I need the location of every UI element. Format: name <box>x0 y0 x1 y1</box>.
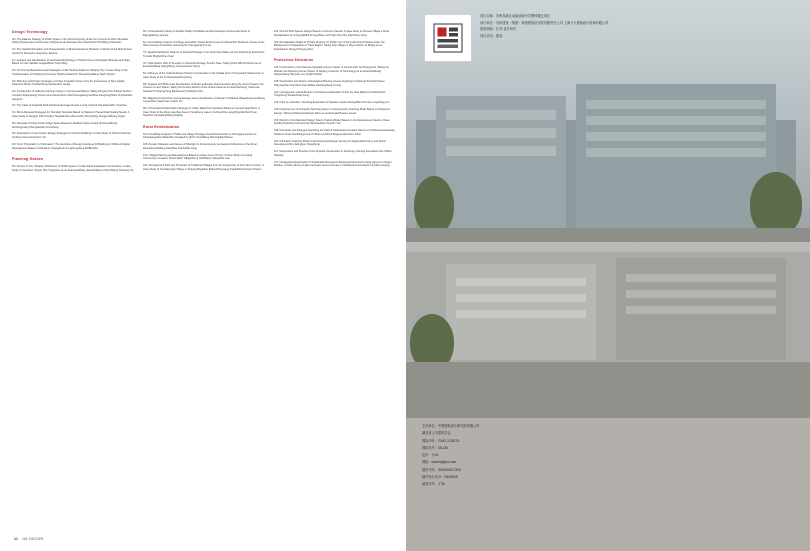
toc-entry[interactable]: 89 / Mapping Construction and Landscape Gene Identification of Xiushan Traditional Village/Fang Ge/Zhang Leyue/Chen Jiaqi/Yuan Yujie/Li Xin <box>143 96 265 104</box>
publisher-info-line: 邮件发行代号：DE43009 <box>422 474 458 479</box>
project-info-line: 设计单位：苏州建设（集团）规划建筑设计院有限责任公司 上海力夫建筑设计咨询有限公司 <box>480 20 609 25</box>
project-info-block <box>480 14 790 40</box>
toc-entry[interactable]: 99 / A Theoretical Optimization Strategy for Urban Waterfront Interfaces Based on Genetic Algorithms: A Case Study of the West Lake Bay Area of Yangcheng Lake in Suzhou/Chu Liang/Qing Meichen/Yuan Nan/Chen Guoqiang/Wang Dujiang <box>143 107 260 118</box>
feature-panel <box>406 0 810 551</box>
toc-entry[interactable]: 81 / Influence of the Cultural Routes Historic Functionality on the Spatial Form of Vernacular Settlements: A Case Study of the Tuchangcang/Feng Ding <box>143 72 264 79</box>
publisher-info-block <box>422 424 802 489</box>
toc-entry[interactable]: 31 / Micro-Renewal Strategies for Township Hospitals Based on Maslow's Hierarchical Healing Needs: A Case Study of Jiangyin Fifth People's Hospital/Yang Zhenxiu/Fu Zhenyi/Xing Xiangyou/Zhang Jingru <box>12 111 130 118</box>
toc-entry[interactable]: 133 / Construction of Architecture Specialty Course Cluster of Construction Technology-led: Taking the Wooden Architecture Course Cluster of Nanjing University of Technology as an Example/Zhang Hanqin/Wang Hanyu/Li Luo Jing/Pei Baiho <box>274 66 390 77</box>
publisher-info-line: 国内刊号：ISSN1003-739X <box>422 467 461 472</box>
publisher-logo <box>424 14 472 62</box>
toc-entry[interactable]: 171 / Pedagogical Exploration of Sustainable Renewal in Existing Environments Using Light as a Design Medium: A Case Study of Light and Space Series Courses in Southeast University/Xu Jun/Ma Xueqing <box>274 160 392 168</box>
toc-entry[interactable]: 35 / Renewal of Urban Under-bridge Space Based on Resilient Space Going Structure/Zhang Runfeng/Liang Zhenghao/Gu Chunshang <box>12 121 118 129</box>
publisher-info-line: 国际代号：38-136 <box>422 445 448 450</box>
toc-entry[interactable]: 109 / Design Strategies and Issues of Shangli-Li's Contemporary Vernacular Architecture in the Rural Development/Wang Nan/Zhao Peichu/Wu Jiang <box>143 143 257 150</box>
toc-entry[interactable]: 163 / All-Factor Teaching Model in Environmental Design Serving for Regional Economy and Social Development/Xiu Jialing/Lyu Hongsheng <box>274 139 386 147</box>
toc-entry[interactable]: 85 / Analysis and Multi-scale Identification of Rural Landscape Characteristics along the Grand Canal in the Context of Land Space: Taking the Kuzhou Section of the Grand Canal as an Example/Kang Yuan/Luan Shutian/Yu Xinteng/Yang Baohuan/Li Xizhao/Gu Sha <box>143 82 264 93</box>
project-photo-bottom <box>406 242 810 418</box>
publisher-info-line: 定价：￥42 <box>422 453 439 458</box>
project-info-line: 项目状态：建成 <box>480 33 503 38</box>
toc-entry[interactable]: 124 / Rural Public Spaces Design Based on Common Needs: A Case Study of Chewan Village's Rural Revitalization by Using MaxDiff Survey/Zhao Liu/Xi Qiu Chen/Xie Qian/Chen Kang <box>274 30 389 37</box>
toc-entry[interactable]: 23 / Construction of Collective Memory Space in Commercial Blocks: Taking Ping'an Post Cultural Tourism Complex Zhangsheng County as an Example/Liu Min/Ouyangwang Du/Zhao Kangming/Shen Xinghao/Wei Gangmin <box>12 90 133 101</box>
toc-entry[interactable]: 103 / Feasibility Analysis of Traffic and Village Heritage Overall Construction in Chongqing Section of Chuanjiang River Basin/Xie Yongqiu/Liu Qi/Yin Yuan/Wang Wenting/Dai Wuwen <box>143 132 257 140</box>
toc-entry[interactable]: 76 / Optimization Path of Scenario in Industrial Heritage Tourism Sites: Taking Hefei 180 Art District as an Example/Wang Guijng/Deng Yuanyuan/Cai Yinjing <box>143 61 262 69</box>
toc-entry[interactable]: 167 / Exploration and Practice of the Physical Construction in Teaching in Design Foundation-2/Li Shi/Ke Shuping <box>274 150 392 157</box>
toc-entry[interactable]: 39 / Exploration of Low-Carbon Design Strategies for Archive Buildings: A Case Study of Hubei Provincial Archives New Complex/Ye Xin <box>12 132 131 140</box>
publisher-info-line: 网址：www.hjzjjhut.com <box>422 460 457 465</box>
toc-entry[interactable]: 129 / Revitalization Model of 'Private Property for Public Use' of Semi-idle Rural Houses Under the Background of 'Separation of Three Rights': Taking Dian Village in Miyun District of Beijing as an Example/Liu Mengyu/Ouyang Wen <box>274 40 385 51</box>
toc-entry[interactable]: 43 / From 'Physicality' to 'Information': The Evolution of Design Interfaces for Buildings in Different Digital Development Stages of China/Liu Yutang/Guan Fengming/Jiang Bo/Bai Wei <box>12 142 130 150</box>
toc-entry[interactable]: 159 / Demands and Changes: Exploring the Path of Cultivating Innovation Talents in Architectural Graduate Students Under the Background of Urban and Rural Regeneration/Sun Jiebin <box>274 129 395 136</box>
toc-entry[interactable]: 142 / Introspection and Reflection of Architectural Education Under the New Market Conditions/Tao Yiling/Feng Shulian/Xuan Feng <box>274 90 386 98</box>
section-heading-design-technology: Design·Technology <box>12 30 48 34</box>
toc-entry[interactable]: 149 / Improvement of University Teaching Space in Contemporary Teaching Mode Based on Polysemic Design: Taking Architectural Design Micro as an Example/Huang Lewuan <box>274 108 390 115</box>
toc-entry[interactable]: 60 / A Comparative Study on Spatial Vitality of Paddies and Expressways Commercial Street in Beijing/Wang Lianning <box>143 30 250 37</box>
publisher-info-line: 邮发代号：￥35 <box>422 482 445 487</box>
toc-entry[interactable]: 27 / The Class of Industrial Park Architectural Image Design Led by Cultural Orientation/Wu Yongzhao <box>12 104 127 108</box>
toc-entry[interactable]: 153 / Reform of Architectural Design Talents Training Model Based on the Development Needs of New-Quality Productive Forces/Yuan Wenhao/Gao Yiwen/Li Yan <box>274 118 391 126</box>
section-heading-protection-education: Protection·Education <box>274 58 314 63</box>
issue-label: HA 03/2025 <box>22 537 44 541</box>
page-number: 11 <box>14 537 19 541</box>
toc-entry[interactable]: 64 / Accessibility Analysis of College Accessible Transit Environment for Wheelchair Students: A Case of the West Campus of Guizhou University/Ye Chengqiang/Yu Ling <box>143 40 265 48</box>
toc-entry[interactable]: 15 / Community-Based Renewal Strategies of Idle Heating Stations in Beijing City: A Case Study of the Transformation of Pingfang Community Heating Station/Yu Shengzhuo/Wang Tao/Li Huanin <box>12 69 128 76</box>
toc-entry[interactable]: 07 / The Spatial Orientation and Characteristics of Mural Assistance Behavior in Wuhan Rural Elderly Care Center/Ye Zixuan/Lin Jing/Yang Jianhua <box>12 48 132 55</box>
toc-entry[interactable]: 138 / Exploration and Reform of Ecological Planting Course Teaching for National Territorial Space Planning/Tian Tian/Chen Wenxi/Mao Guobing/Jiang Yurong <box>274 80 385 87</box>
section-heading-planning-garden: Planning·Garden <box>12 157 44 162</box>
publisher-info-line: 国际刊号：CN42-1228/TU <box>422 438 460 443</box>
toc-entry[interactable]: 04 / The Balance Strategy of Public Space in the Old Community Under the Concept of Micro-Renewal: Taking Huangcunpu Community in Beijing as an Example/ Guo Xiaohui/Cui Han/Wang Shanshan <box>12 37 129 45</box>
toc-entry[interactable]: 54 / Temple in City: Shaping 'Worldness' of Public Space in Urban-Rural Integration Communities: A Case Study of Jiqi Road, Jingxiu Plot, Hangzhou as an Example/Zhang Jianmin/Wang Yichen/Wang Xin/Fang Hui <box>12 164 134 172</box>
toc-entry[interactable]: 146 / Film as a Medium: Teaching Exploration of Spatial-in-Space Design/Bao Chun/Lu Ling/Xiang Jun <box>274 101 390 105</box>
toc-entry[interactable]: 19 / Planning and Design Strategies of Urban Innovation Zones from the Perspective of New Quality Space/Liu Siru/Li Tianhao/Song Xiaofan/Zou Jiangli <box>12 79 125 87</box>
toc-entry[interactable]: 72 / Spatial Distribution Patterns of Cultural Heritage in the Grain River Basin and Its Influencing Factors/Liu Tunru/Li Bingbo/Chen Kaiyi <box>143 51 265 58</box>
page-footer <box>14 537 43 541</box>
project-info-line: 项目名称：苏州高新区动能创始中学整体搬迁项目 <box>480 14 551 18</box>
publisher-info-line: 主办单位：中国建筑设计研究院有限公司 <box>422 424 480 428</box>
toc-columns <box>12 30 396 520</box>
section-heading-rural-revitalization: Rural Revitalization <box>143 124 180 129</box>
toc-entry[interactable]: 113 / Village Planning and Development Based on Space Gene Theory: A Case Study of Luwang Community in Feature Preservation Village/Deng Hui/Zhang Yuanju/Zhu Lele <box>143 153 253 161</box>
toc-entry[interactable]: 11 / Analysis and Identification of Courtyard Morphology in Historic Area of Zhuanglie Shangdu and Xiajie Based on UAV Satellite Images/Zhao Yue/Li Bing <box>12 58 131 66</box>
toc-entry[interactable]: 119 / Development Path and Protection of Traditional Villages from the Perspective of Four-Home Fusion: A Case Study of Tuanbanmajin Village in Xinjiang Bogarkan Baikou/Haoyuang Xiaofei/Sunhannazi Tuhutun <box>143 164 264 171</box>
project-info-line: 建筑面积：江苏·省苏州市 <box>480 27 517 32</box>
publisher-info-line: 湖北省土木建筑学会 <box>422 431 451 436</box>
logo-mark-icon <box>431 21 465 55</box>
